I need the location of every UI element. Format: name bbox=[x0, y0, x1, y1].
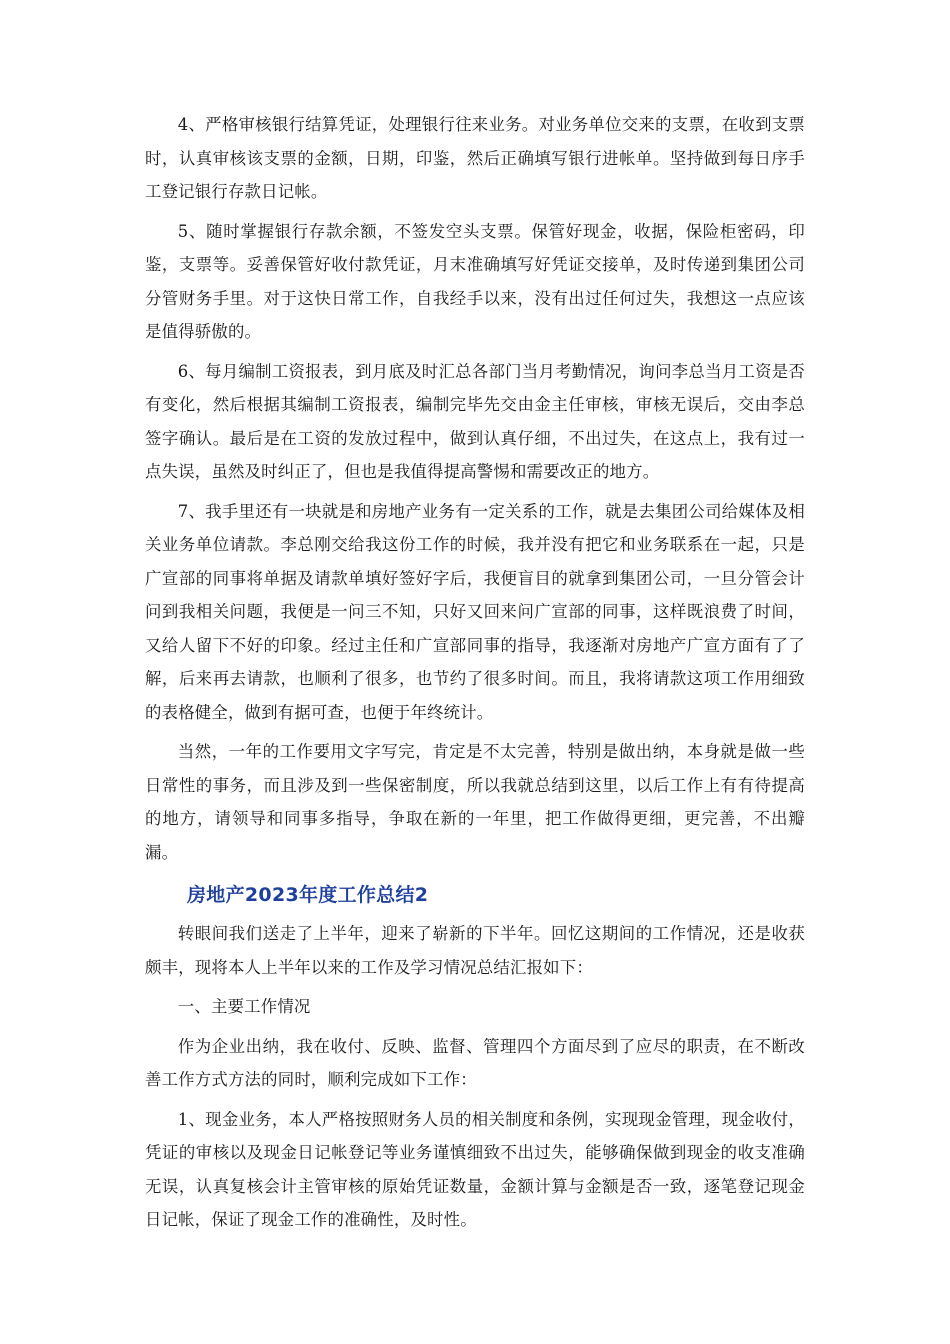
paragraph: 当然，一年的工作要用文字写完，肯定是不太完善，特别是做出纳，本身就是做一些日常性的事务，而且涉及到一些保密制度，所以我就总结到这里，以后工作上有有待提高的地方，请领导和同事多指导，争取在新的一年里，把工作做得更细，更完善，不出瓣漏。 bbox=[145, 742, 805, 862]
paragraph: 1、现金业务，本人严格按照财务人员的相关制度和条例，实现现金管理，现金收付，凭证的审核以及现金日记帐登记等业务谨慎细致不出过失，能够确保做到现金的收支准确无误，认真复核会计主管审核的原始凭证数量，金额计算与金额是否一致，逐笔登记现金日记帐，保证了现金工作的准确性，及时性。 bbox=[145, 1109, 805, 1229]
paragraph: 转眼间我们送走了上半年，迎来了崭新的下半年。回忆这期间的工作情况，还是收获颇丰，现将本人上半年以来的工作及学习情况总结汇报如下： bbox=[145, 924, 805, 977]
paragraph: 5、随时掌握银行存款余额，不签发空头支票。保管好现金，收据，保险柜密码，印鉴，支票等。妥善保管好收付款凭证，月末准确填写好凭证交接单，及时传递到集团公司分管财务手里。对于这快日常工作，自我经手以来，没有出过任何过失，我想这一点应该是值得骄傲的。 bbox=[145, 221, 805, 341]
section-heading: 房地产2023年度工作总结2 bbox=[187, 884, 429, 906]
paragraph: 4、严格审核银行结算凭证，处理银行往来业务。对业务单位交来的支票，在收到支票时，认真审核该支票的金额，日期，印鉴，然后正确填写银行进帐单。坚持做到每日序手工登记银行存款日记帐。 bbox=[145, 115, 805, 201]
document-page bbox=[145, 108, 805, 1237]
subheading: 一、主要工作情况 bbox=[177, 997, 311, 1016]
paragraph: 7、我手里还有一块就是和房地产业务有一定关系的工作，就是去集团公司给媒体及相关业务单位请款。李总刚交给我这份工作的时候，我并没有把它和业务联系在一起，只是广宣部的同事将单据及请款单填好签好字后，我便盲目的就拿到集团公司，一旦分管会计问到我相关问题，我便是一问三不知，只好又回来问广宣部的同事，这样既浪费了时间，又给人留下不好的印象。经过主任和广宣部同事的指导，我逐渐对房地产广宣方面有了了解，后来再去请款，也顺利了很多，也节约了很多时间。而且，我将请款这项工作用细致的表格健全，做到有据可查，也便于年终统计。 bbox=[145, 501, 805, 722]
paragraph: 作为企业出纳，我在收付、反映、监督、管理四个方面尽到了应尽的职责，在不断改善工作方式方法的同时，顺利完成如下工作： bbox=[145, 1036, 805, 1089]
paragraph: 6、每月编制工资报表，到月底及时汇总各部门当月考勤情况，询问李总当月工资是否有变化，然后根据其编制工资报表，编制完毕先交由金主任审核，审核无误后，交由李总签字确认。最后是在工资的发放过程中，做到认真仔细，不出过失，在这点上，我有过一点失误，虽然及时纠正了，但也是我值得提高警惕和需要改正的地方。 bbox=[145, 361, 805, 481]
